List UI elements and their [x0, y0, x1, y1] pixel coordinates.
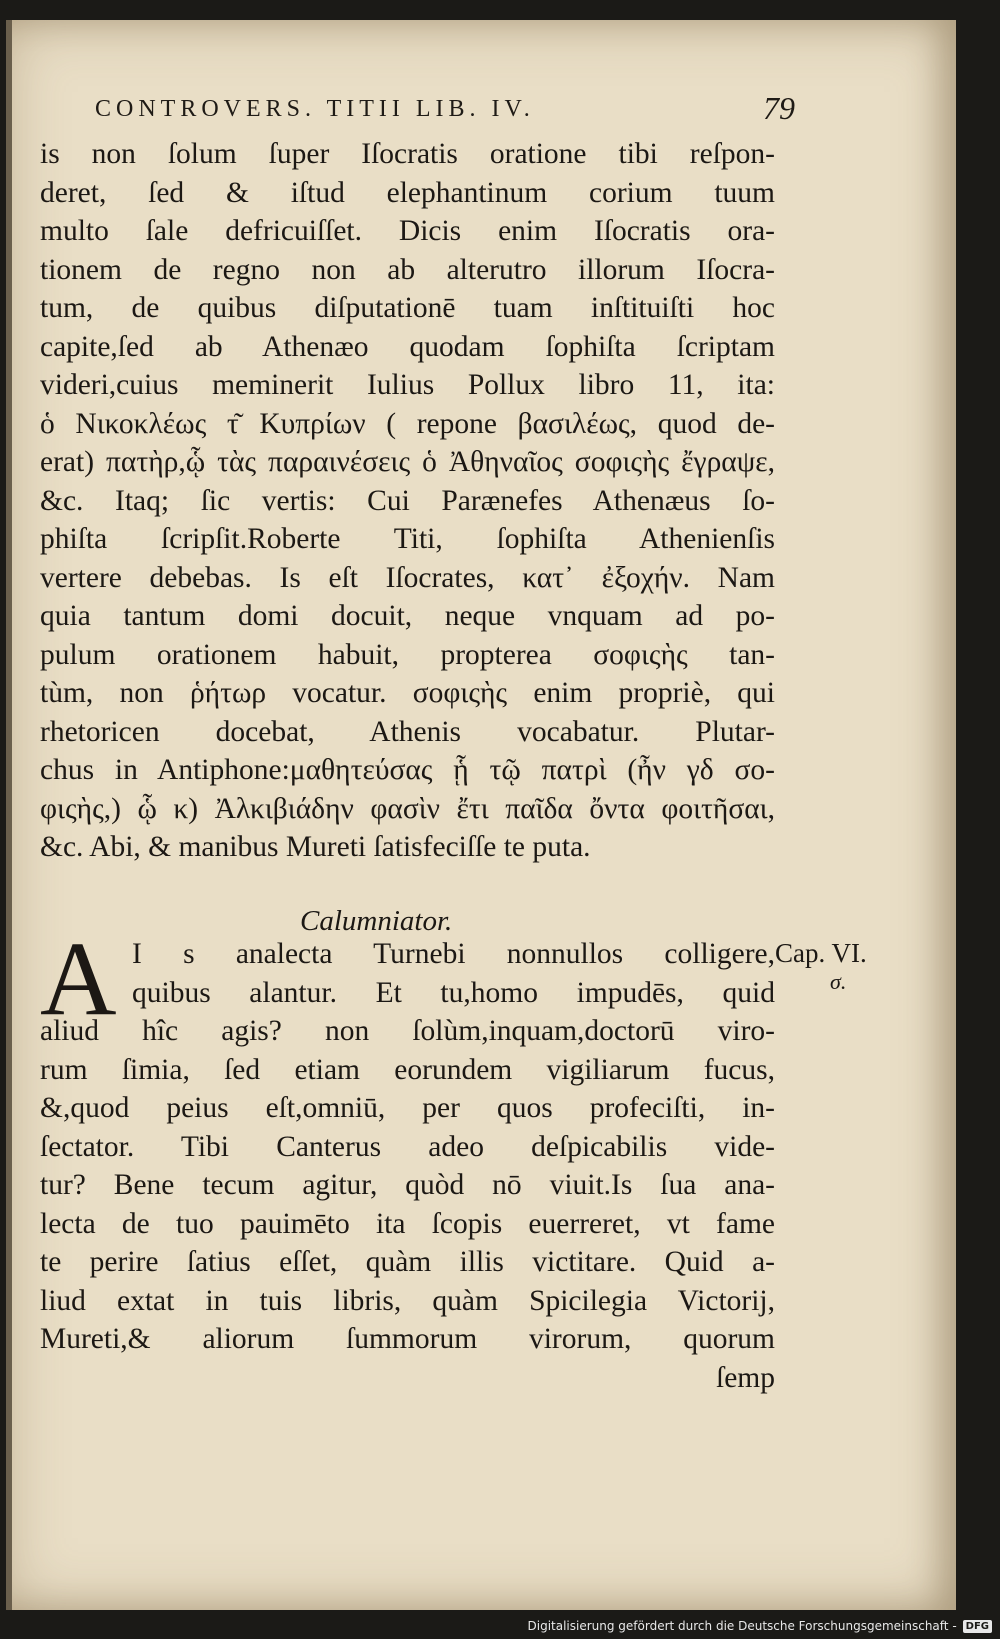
text-line: vertere debebas. Is eſt Iſocrates, κατ᾽ ἐξοχήν. Nam	[40, 561, 775, 594]
text-line: φιςὴς,) ᾧ κ) Ἀλκιβιάδην φασὶν ἔτι παῖδα ὄντα φοιτῆσαι,	[40, 792, 775, 825]
text-line: &c. Abi, & manibus Mureti ſatisfeciſſe te puta.	[40, 831, 591, 863]
text-line: te perire ſatius eſſet, quàm illis victitare. Quid a-	[40, 1246, 775, 1278]
text-line: lecta de tuo pauimēto ita ſcopis euerreret, vt fame	[40, 1207, 775, 1240]
text-line: Mureti,& aliorum ſummorum virorum, quorum	[40, 1323, 775, 1355]
digitization-footer	[528, 1617, 993, 1635]
text-line: quibus alantur. Et tu,homo impudēs, quid	[132, 976, 775, 1009]
text-line: videri,cuius meminerit Iulius Pollux libro 11, ita:	[40, 369, 775, 401]
text-line: multo ſale defricuiſſet. Dicis enim Iſocratis ora-	[40, 215, 775, 247]
text-line: deret, ſed & iſtud elephantinum corium tuum	[40, 176, 775, 209]
text-line: tum, de quibus diſputationē tuam inſtituiſti hoc	[40, 292, 775, 324]
text-line: rhetoricen docebat, Athenis vocabatur. Plutar-	[40, 715, 775, 748]
text-line: tùm, non ῥήτωρ vocatur. σοφιςὴς enim propriè, qui	[40, 677, 775, 709]
text-line: chus in Antiphone:μαθητεύσας ᾗ τῷ πατρὶ (ἦν γδ σο-	[40, 754, 775, 786]
running-head-title: CONTROVERS. TITII LIB. IV.	[95, 96, 535, 122]
text-line: tionem de regno non ab alterutro illorum Iſocra-	[40, 253, 775, 286]
main-text	[40, 135, 775, 867]
text-line: phiſta ſcripſit.Roberte Titi, ſophiſta Athenienſis	[40, 523, 775, 555]
page-edge	[6, 20, 12, 1610]
dfg-logo-icon: DFG	[963, 1620, 992, 1633]
text-line: liud extat in tuis libris, quàm Spicilegia Victorij,	[40, 1284, 775, 1317]
footer-text: Digitalisierung gefördert durch die Deutsche Forschungsgemeinschaft -	[527, 1619, 957, 1633]
text-line: ὁ Νικοκλέως τ͂ Κυπρίων ( repone βασιλέως, quod de-	[40, 407, 775, 440]
text-line: pulum orationem habuit, propterea σοφιςὴς tan-	[40, 638, 775, 671]
text-line: rum ſimia, ſed etiam eorundem vigiliarum fucus,	[40, 1053, 775, 1086]
catchword: ſemp	[716, 1361, 775, 1394]
text-line: aliud hîc agis? non ſolùm,inquam,doctorū viro-	[40, 1015, 775, 1047]
text-line: capite,ſed ab Athenæo quodam ſophiſta ſcriptam	[40, 330, 775, 363]
section-heading: Calumniator.	[300, 905, 453, 937]
running-head	[95, 90, 795, 126]
page-number: 79	[763, 90, 795, 126]
margin-note-label: Cap. VI.	[775, 938, 867, 968]
drop-cap: A	[40, 920, 117, 1037]
text-line: &,quod peius eſt,omniū, per quos profeciſti, in-	[40, 1092, 775, 1124]
text-line: ſectator. Tibi Canterus adeo deſpicabilis vide-	[40, 1130, 775, 1163]
margin-note	[775, 938, 905, 995]
text-line: I s analecta Turnebi nonnullos colligere,	[132, 938, 775, 970]
text-line: erat) πατὴρ,ᾧ τὰς παραινέσεις ὁ Ἀθηναῖος σοφιςὴς ἔγραψε,	[40, 446, 775, 478]
text-line: quia tantum domi docuit, neque vnquam ad po-	[40, 600, 775, 632]
text-line: tur? Bene tecum agitur, quòd nō viuit.Is ſua ana-	[40, 1169, 775, 1201]
text-line: is non ſolum ſuper Iſocratis oratione tibi reſpon-	[40, 138, 775, 170]
margin-note-sub: σ.	[830, 969, 847, 994]
text-line: &c. Itaq; ſic vertis: Cui Parænefes Athenæus ſo-	[40, 484, 775, 517]
